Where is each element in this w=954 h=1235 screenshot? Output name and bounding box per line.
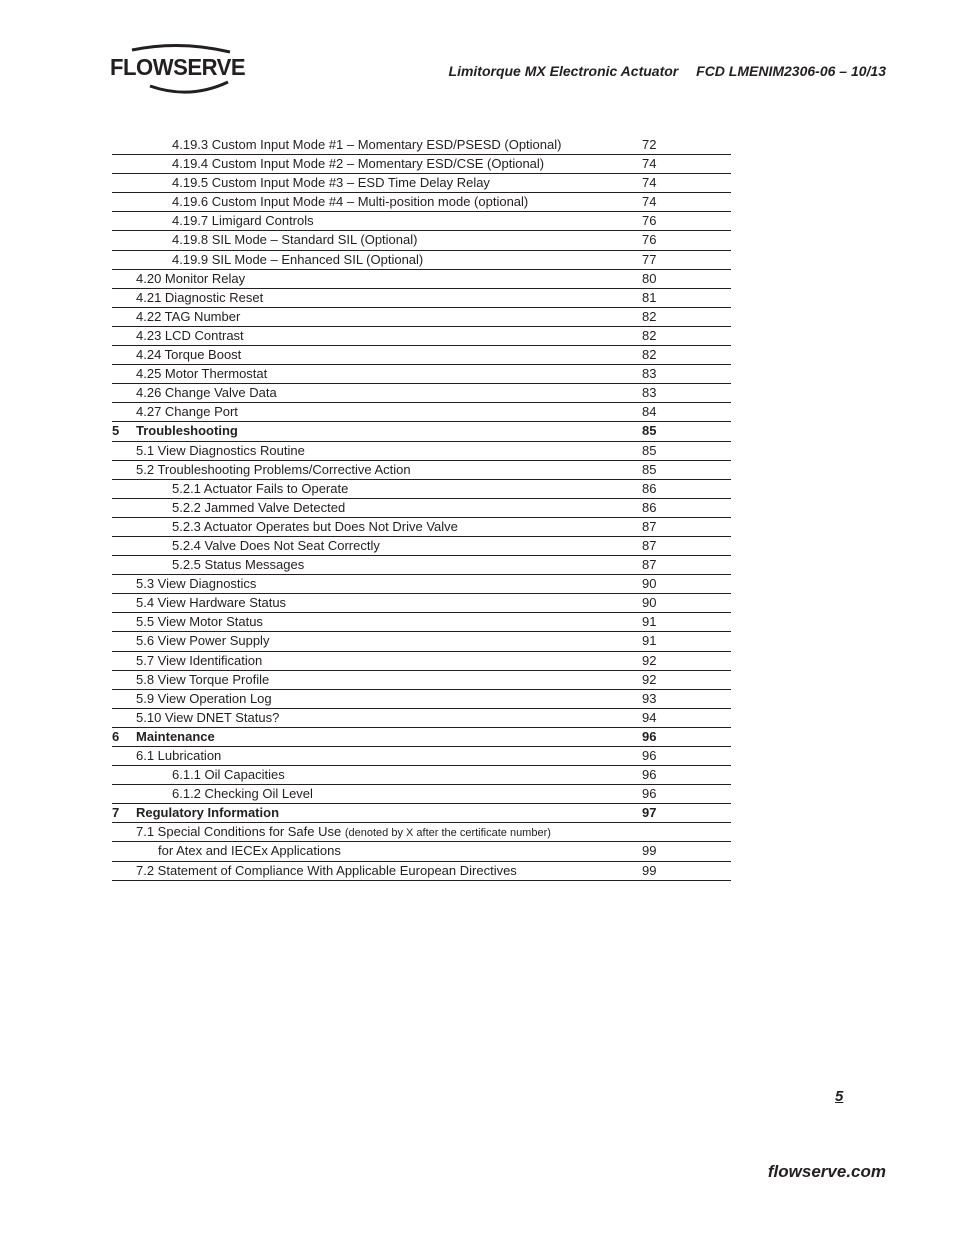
document-code: FCD LMENIM2306-06 – 10/13	[696, 63, 886, 79]
toc-page-number: 82	[642, 347, 657, 363]
toc-page-number: 76	[642, 232, 657, 248]
toc-row[interactable]	[112, 461, 731, 480]
toc-entry-text: 5.1 View Diagnostics Routine	[136, 442, 305, 458]
toc-entry-text: 4.19.7 Limigard Controls	[172, 213, 314, 229]
toc-page-number: 87	[642, 537, 657, 553]
toc-page-number: 96	[642, 767, 657, 783]
toc-entry-title	[136, 403, 238, 420]
document-title: Limitorque MX Electronic Actuator	[448, 63, 679, 79]
toc-page-number: 72	[642, 137, 657, 152]
toc-entry-title	[136, 690, 272, 707]
toc-page-number: 82	[642, 308, 657, 324]
toc-entry-title	[136, 346, 241, 363]
toc-entry-title	[136, 327, 244, 344]
toc-entry-text: Troubleshooting	[136, 423, 238, 439]
toc-page-number: 92	[642, 671, 657, 687]
toc-page-number: 82	[642, 327, 657, 343]
toc-entry-title	[172, 766, 285, 783]
toc-page-number: 96	[642, 748, 657, 763]
toc-section-number: 5	[112, 423, 120, 439]
toc-page-number: 96	[642, 786, 657, 802]
toc-row[interactable]	[112, 403, 731, 422]
toc-page-number: 87	[642, 518, 657, 534]
toc-entry-text: 5.3 View Diagnostics	[136, 576, 257, 592]
toc-entry-text: 4.19.8 SIL Mode – Standard SIL (Optional)	[172, 232, 418, 248]
toc-page-number: 99	[642, 862, 657, 878]
toc-page-number: 76	[642, 213, 657, 229]
toc-row[interactable]	[112, 842, 731, 861]
toc-page-number: 91	[642, 633, 657, 649]
toc-entry-title	[172, 556, 304, 573]
toc-row[interactable]	[112, 422, 731, 441]
toc-entry-text: 4.20 Monitor Relay	[136, 270, 246, 286]
toc-row[interactable]	[112, 174, 731, 193]
toc-page-number: 92	[642, 652, 657, 668]
website-link[interactable]: flowserve.com	[767, 1162, 886, 1181]
toc-row[interactable]	[112, 747, 731, 766]
toc-page-number: 90	[642, 595, 657, 611]
toc-entry-text: 5.9 View Operation Log	[136, 690, 272, 706]
logo-wordmark: FLOWSERVE	[110, 54, 246, 80]
document-header	[449, 63, 886, 79]
toc-row[interactable]	[112, 709, 731, 728]
toc-entry-title	[172, 136, 561, 153]
toc-entry-title	[136, 461, 411, 478]
toc-entry-title	[136, 613, 263, 630]
toc-entry-text: 5.2.1 Actuator Fails to Operate	[172, 480, 349, 496]
toc-entry-text: 5.5 View Motor Status	[136, 614, 263, 630]
toc-row[interactable]	[112, 804, 731, 823]
toc-row[interactable]	[112, 613, 731, 632]
toc-row[interactable]	[112, 136, 731, 155]
toc-page-number: 97	[642, 805, 657, 821]
toc-page-number: 80	[642, 270, 657, 286]
toc-entry-text: 6.1.1 Oil Capacities	[172, 767, 285, 783]
toc-row[interactable]	[112, 690, 731, 709]
toc-entry-title	[172, 155, 544, 172]
toc-entry-title	[172, 251, 423, 268]
toc-entry-text: for Atex and IECEx Applications	[158, 843, 341, 859]
toc-page-number: 93	[642, 690, 657, 706]
toc-entry-title	[136, 384, 277, 401]
toc-page-number: 85	[642, 442, 657, 458]
toc-page-number: 91	[642, 614, 657, 630]
toc-entry-title	[172, 785, 313, 802]
toc-row[interactable]	[112, 652, 731, 671]
toc-row[interactable]	[112, 766, 731, 785]
toc-entry-text: 4.19.4 Custom Input Mode #2 – Momentary ESD/CSE (Optional)	[172, 156, 545, 172]
toc-entry-title	[136, 652, 262, 669]
toc-entry-title	[136, 575, 256, 592]
toc-entry-text: 4.21 Diagnostic Reset	[136, 289, 264, 305]
toc-row[interactable]	[112, 231, 731, 250]
toc-entry-title	[136, 422, 238, 439]
toc-entry-text: 5.8 View Torque Profile	[136, 671, 270, 687]
toc-page-number: 86	[642, 499, 657, 515]
toc-section-number: 7	[112, 805, 120, 821]
toc-page-number: 85	[642, 423, 657, 439]
toc-entry-title	[136, 728, 215, 745]
toc-entry-title	[136, 862, 517, 879]
toc-row[interactable]	[112, 346, 731, 365]
toc-entry-title	[136, 823, 551, 842]
toc-row[interactable]	[112, 289, 731, 308]
toc-page-number: 81	[642, 289, 657, 305]
toc-entry-title	[172, 518, 458, 535]
flowserve-logo	[110, 42, 250, 98]
toc-entry-text: 4.23 LCD Contrast	[136, 327, 244, 343]
toc-row[interactable]	[112, 193, 731, 212]
toc-entry-title	[136, 270, 245, 287]
toc-entry-title	[172, 231, 417, 248]
toc-row[interactable]	[112, 862, 731, 881]
toc-row[interactable]	[112, 155, 731, 174]
toc-page-number: 99	[642, 843, 657, 859]
toc-entry-text: Regulatory Information	[136, 805, 280, 821]
toc-entry-text: 4.26 Change Valve Data	[136, 385, 277, 401]
toc-page-number: 86	[642, 480, 657, 496]
toc-section-number: 6	[112, 728, 120, 744]
toc-entry-text: 4.19.9 SIL Mode – Enhanced SIL (Optional)	[172, 251, 424, 267]
toc-entry-title	[136, 671, 269, 688]
toc-page-number: 90	[642, 576, 657, 592]
toc-entry-note: (denoted by X after the certificate number)	[344, 827, 551, 840]
toc-entry-text: 5.10 View DNET Status?	[136, 709, 280, 725]
toc-row[interactable]	[112, 575, 731, 594]
toc-page-number: 96	[642, 728, 657, 744]
toc-entry-text: 4.25 Motor Thermostat	[136, 366, 268, 382]
toc-page-number: 74	[642, 175, 657, 191]
toc-row[interactable]	[112, 632, 731, 651]
toc-row[interactable]	[112, 327, 731, 346]
toc-entry-text: 5.2.3 Actuator Operates but Does Not Drive Valve	[172, 518, 458, 534]
toc-entry-text: 5.6 View Power Supply	[136, 633, 270, 649]
toc-row[interactable]	[112, 518, 731, 537]
toc-entry-title	[172, 174, 490, 191]
toc-entry-title	[172, 499, 345, 516]
toc-row[interactable]	[112, 480, 731, 499]
toc-row[interactable]	[112, 671, 731, 690]
toc-entry-text: 4.19.3 Custom Input Mode #1 – Momentary ESD/PSESD (Optional)	[172, 137, 562, 152]
toc-row[interactable]	[112, 823, 731, 842]
toc-page-number: 87	[642, 557, 657, 573]
toc-page-number: 85	[642, 461, 657, 477]
toc-entry-title	[172, 212, 314, 229]
toc-entry-text: 4.19.6 Custom Input Mode #4 – Multi-position mode (optional)	[172, 194, 529, 210]
toc-row[interactable]	[112, 365, 731, 384]
toc-page-number: 74	[642, 156, 657, 172]
toc-entry-text: 4.19.5 Custom Input Mode #3 – ESD Time Delay Relay	[172, 175, 490, 191]
toc-page-number: 94	[642, 709, 657, 725]
toc-row[interactable]	[112, 384, 731, 403]
toc-entry-title	[158, 842, 341, 859]
toc-entry-text: 5.4 View Hardware Status	[136, 595, 287, 611]
toc-entry-title	[136, 442, 305, 459]
toc-entry-title	[136, 747, 221, 764]
toc-row[interactable]	[112, 537, 731, 556]
toc-entry-text: 5.2.4 Valve Does Not Seat Correctly	[172, 537, 380, 553]
toc-entry-title	[136, 709, 279, 726]
toc-row[interactable]	[112, 251, 731, 270]
toc-entry-text: 6.1.2 Checking Oil Level	[172, 786, 313, 802]
toc-entry-text: 5.2 Troubleshooting Problems/Corrective Action	[136, 461, 411, 477]
toc-entry-title	[136, 594, 286, 611]
toc-row[interactable]	[112, 556, 731, 575]
toc-page-number: 84	[642, 404, 657, 420]
toc-page-number: 77	[642, 251, 657, 267]
page-number: 5	[835, 1088, 844, 1105]
toc-row[interactable]	[112, 728, 731, 747]
toc-row[interactable]	[112, 499, 731, 518]
toc-row[interactable]	[112, 442, 731, 461]
toc-entry-text: 5.2.5 Status Messages	[172, 557, 305, 573]
toc-entry-title	[136, 365, 267, 382]
toc-page-number: 74	[642, 194, 657, 210]
toc-entry-text: 7.1 Special Conditions for Safe Use	[136, 824, 342, 840]
toc-entry-title	[136, 804, 279, 821]
toc-entry-text: 4.22 TAG Number	[136, 308, 241, 324]
toc-entry-text: Maintenance	[136, 728, 215, 744]
toc-row[interactable]	[112, 270, 731, 289]
toc-entry-text: 5.7 View Identification	[136, 652, 263, 668]
toc-entry-title	[136, 308, 240, 325]
toc-entry-text: 4.24 Torque Boost	[136, 347, 242, 363]
toc-page-number: 83	[642, 366, 657, 382]
toc-entry-title	[172, 480, 348, 497]
toc-page-number: 83	[642, 385, 657, 401]
toc-row[interactable]	[112, 212, 731, 231]
toc-entry-text: 7.2 Statement of Compliance With Applicable European Directives	[136, 862, 517, 878]
toc-entry-text: 6.1 Lubrication	[136, 748, 222, 763]
toc-row[interactable]	[112, 785, 731, 804]
table-of-contents	[112, 136, 731, 881]
toc-entry-title	[172, 537, 380, 554]
toc-entry-text: 4.27 Change Port	[136, 404, 238, 420]
toc-entry-text: 5.2.2 Jammed Valve Detected	[172, 499, 346, 515]
toc-row[interactable]	[112, 594, 731, 613]
toc-row[interactable]	[112, 308, 731, 327]
toc-entry-title	[136, 289, 263, 306]
toc-entry-title	[136, 632, 269, 649]
toc-entry-title	[172, 193, 528, 210]
